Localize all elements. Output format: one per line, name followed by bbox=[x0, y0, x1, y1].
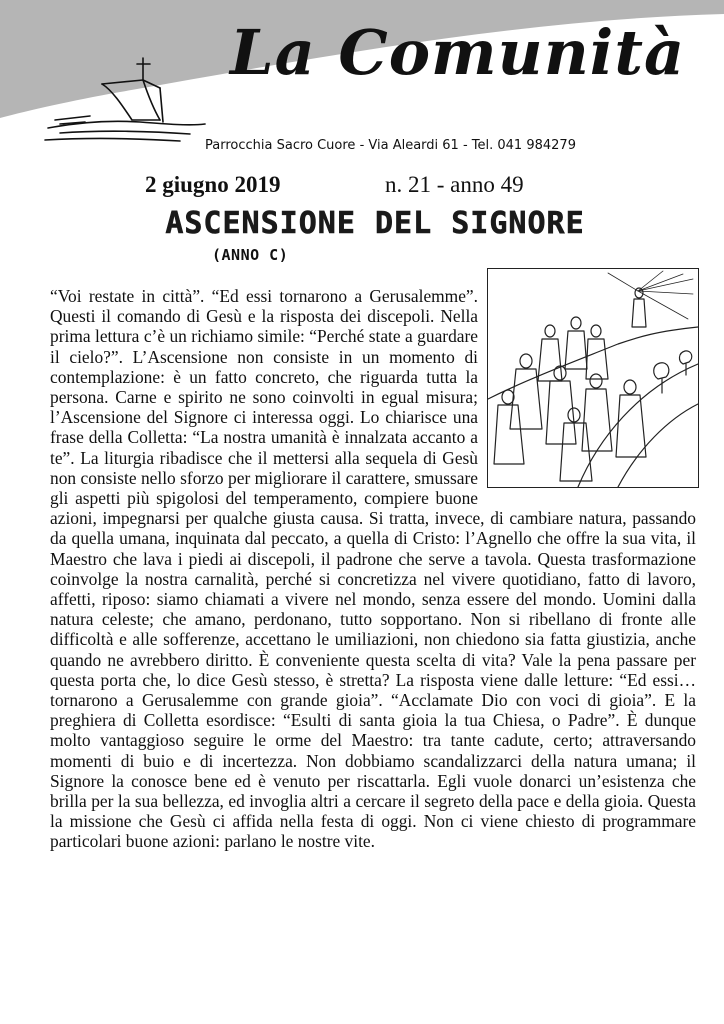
issue-date: 2 giugno 2019 bbox=[145, 172, 281, 197]
article-headline: ASCENSIONE DEL SIGNORE bbox=[165, 206, 585, 241]
illustration-spacer bbox=[482, 286, 696, 496]
article-body-text: “Voi restate in città”. “Ed essi tornarono a Gerusalemme”. Questi il comando di Gesù e la risposta dei discepoli. Nella prima lettura c’è un richiamo simile: “Perché state a guardare il cielo?”. L’Ascensione non consiste in un momento di contemplazione: è un fatto concreto, che riguarda tutta la persona. Carne e spirito ne sono coinvolti in egual misura; l’Ascensione del Signore ci interessa oggi. Lo chiarisce una frase della Colletta: “La nostra umanità è innalzata accanto a te”. La liturgia ribadisce che il mettersi alla sequela di Gesù non consiste nello sforzo per migliorare il carattere, smussare gli aspetti più spigolosi del temperamento, compiere buone azioni, impegnarsi per qualche giusta causa. Si tratta, invece, di cambiare natura, passando da quella umana, inquinata dal peccato, a quella di Cristo: l’Agnello che offre la sua vita, il Maestro che lava i piedi ai discepoli, il padrone che serve a tavola. Questa trasformazione coinvolge la nostra carnalità, perché si concretizza nel vivere quotidiano, fatto di lavoro, affetti, riposo: siamo chiamati a vivere nel mondo, senza essere del mondo. Uomini dalla natura celeste; che amano, perdonano, tutto sopportano. Non si ribellano di fronte alle difficoltà e alle sofferenze, accettano le umiliazioni, non chiedono sia fatta giustizia, anche quando ne avrebbero diritto. È conveniente questa scelta di vita? Vale la pena passare per questa porta che, lo dice Gesù stesso, è stretta? La risposta viene dalle letture: “Ed essi… tornarono a Gerusalemme con grande gioia”. “Acclamate Dio con voci di gioia”. E la preghiera di Colletta esordisce: “Esulti di santa gioia la tua Chiesa, o Padre”. È dunque molto vantaggioso seguire le orme del Maestro: tra tante cadute, certo; attraversando momenti di buio e di incertezza. Non dobbiamo scandalizzarci della natura umana; il Signore la conosce bene ed è venuto per riscattarla. Egli vuole donarci un’esistenza che brilla per la sua bellezza, ed invoglia altri a cercare il segreto della pace e della gioia. Questa la missione che Gesù ci affida nella festa di oggi. Non ci viene chiesto di programmare particolari buone azioni: parlano le nostre vite. bbox=[50, 286, 696, 852]
newsletter-title: La Comunità bbox=[230, 16, 686, 89]
church-logo bbox=[40, 50, 210, 145]
article-subhead: (ANNO C) bbox=[212, 246, 289, 264]
article-body bbox=[50, 286, 696, 852]
parish-address: Parrocchia Sacro Cuore - Via Aleardi 61 - Tel. 041 984279 bbox=[205, 138, 576, 153]
issue-number: n. 21 - anno 49 bbox=[385, 172, 524, 197]
